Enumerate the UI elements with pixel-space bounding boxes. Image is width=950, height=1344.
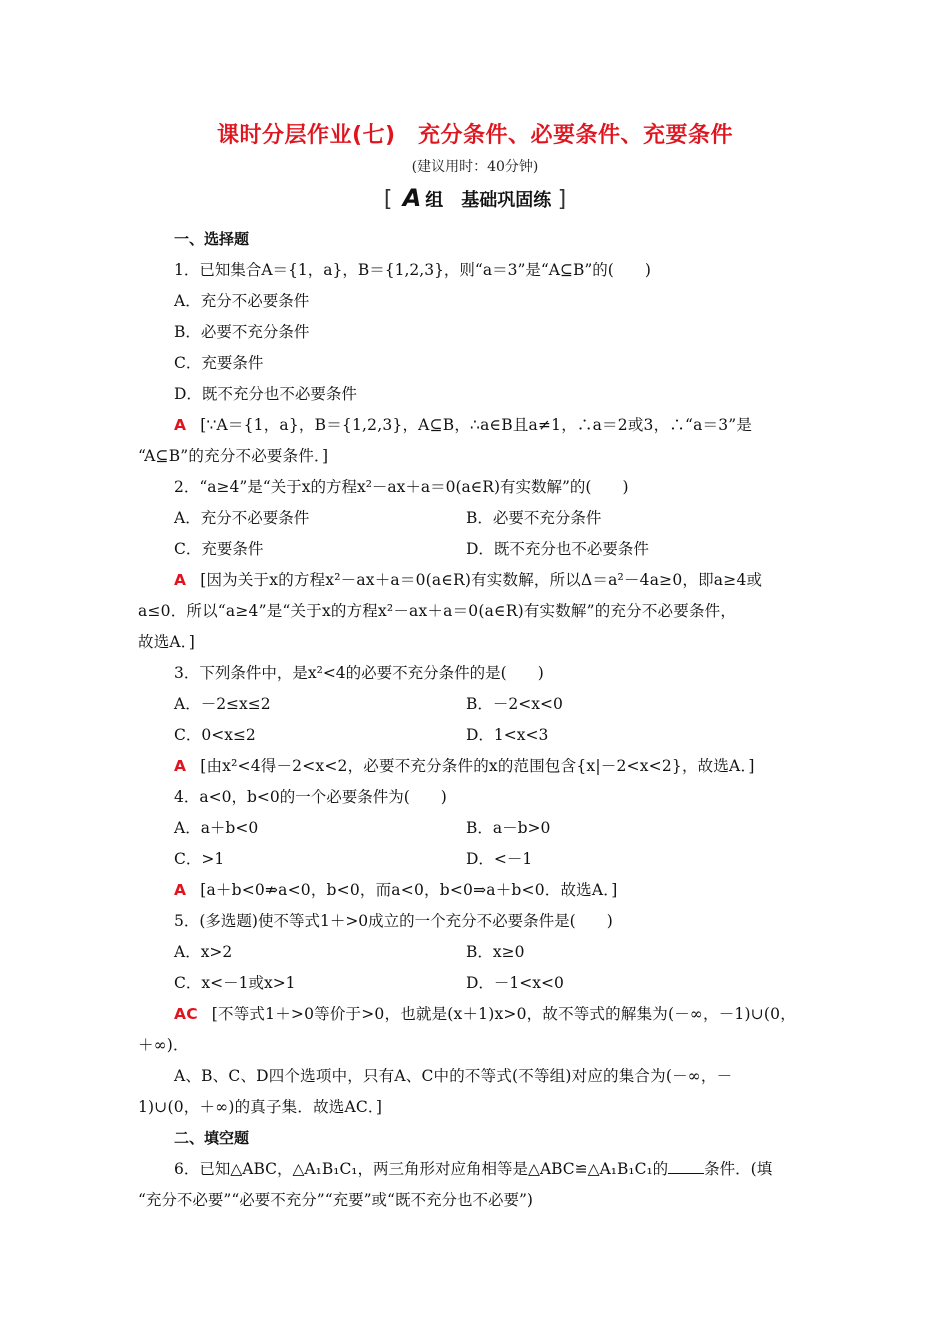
- left-bracket: [: [383, 187, 393, 212]
- suggested-time: (建议用时：40分钟): [411, 159, 539, 175]
- question-3-option-d: D．1<x<3: [466, 726, 549, 744]
- group-letter: A: [402, 184, 422, 212]
- question-2-option-a: A．充分不必要条件: [174, 509, 310, 527]
- question-5-explanation-cont: ＋∞)．: [138, 1036, 189, 1054]
- question-5-option-b: B．x≥0: [466, 943, 525, 961]
- question-1-stem: 1．已知集合A＝{1，a}，B＝{1,2,3}，则“a＝3”是“A⊆B”的( ): [174, 261, 651, 279]
- question-1-answer: A: [174, 416, 187, 434]
- right-bracket: ]: [557, 187, 567, 212]
- question-2-explanation-cont: a≤0．所以“a≥4”是“关于x的方程x²－ax＋a＝0(a∈R)有实数解”的充分不必要条件，: [138, 602, 737, 620]
- question-5-stem: 5．(多选题)使不等式1＋>0成立的一个充分不必要条件是( ): [174, 912, 613, 930]
- question-1-option-c: C．充要条件: [174, 354, 264, 372]
- question-3-answer: A: [174, 757, 187, 775]
- question-5-explanation-para2: A、B、C、D四个选项中，只有A、C中的不等式(不等组)对应的集合为(－∞，－: [174, 1067, 733, 1085]
- question-2-options-cd: [138, 534, 818, 565]
- question-5-option-c: C．x<－1或x>1: [174, 974, 296, 992]
- question-3-stem: 3．下列条件中，是x²<4的必要不充分条件的是( ): [174, 664, 544, 682]
- answer-blank[interactable]: [668, 1159, 704, 1174]
- question-5-option-a: A．x>2: [174, 943, 233, 961]
- question-4-option-d: D．<－1: [466, 850, 533, 868]
- question-5-explanation: AC [不等式1＋>0等价于>0，也就是(x＋1)x>0，故不等式的解集为(－∞，－1)∪(0，: [174, 1005, 796, 1023]
- question-6-stem-cont: “充分不必要”“必要不充分”“充要”或“既不充分也不必要”): [138, 1191, 533, 1209]
- question-5-answer: AC: [174, 1005, 198, 1023]
- question-4-options-ab: [138, 813, 818, 844]
- question-4-options-cd: [138, 844, 818, 875]
- question-5-options-ab: [138, 937, 818, 968]
- question-2-option-c: C．充要条件: [174, 540, 264, 558]
- question-3-options-ab: [138, 689, 818, 720]
- question-4-explanation: A [a＋b<0⇏a<0，b<0，而a<0，b<0⇒a＋b<0．故选A．]: [174, 881, 618, 899]
- question-2-options-ab: [138, 503, 818, 534]
- question-1-option-d: D．既不充分也不必要条件: [174, 385, 357, 403]
- question-4-stem: 4．a<0，b<0的一个必要条件为( ): [174, 788, 447, 806]
- question-list: [138, 224, 818, 1216]
- section-heading-fill: 二、填空题: [174, 1129, 250, 1147]
- section-heading-choice: 一、选择题: [174, 230, 250, 248]
- question-6-stem: 6．已知△ABC，△A₁B₁C₁，两三角形对应角相等是△ABC≌△A₁B₁C₁的 条件．(填: [174, 1160, 773, 1178]
- question-2-option-b: B．必要不充分条件: [466, 509, 602, 527]
- question-5-options-cd: [138, 968, 818, 999]
- question-3-option-b: B．－2<x<0: [466, 695, 563, 713]
- question-2-explanation: A [因为关于x的方程x²－ax＋a＝0(a∈R)有实数解，所以Δ＝a²－4a≥0，即a≥4或: [174, 571, 763, 589]
- question-4-option-c: C．>1: [174, 850, 225, 868]
- question-1-explanation-cont: “A⊆B”的充分不必要条件．]: [138, 447, 329, 465]
- question-3-option-c: C．0<x≤2: [174, 726, 256, 744]
- question-3-explanation: A [由x²<4得－2<x<2，必要不充分条件的x的范围包含{x|－2<x<2}，故选A．]: [174, 757, 755, 775]
- page-title: 课时分层作业(七) 充分条件、必要条件、充要条件: [216, 123, 734, 148]
- question-3-options-cd: [138, 720, 818, 751]
- question-1-option-a: A．充分不必要条件: [174, 292, 310, 310]
- question-5-explanation-end: 1)∪(0，＋∞)的真子集．故选AC．]: [138, 1098, 383, 1116]
- question-4-option-b: B．a－b>0: [466, 819, 551, 837]
- group-text: 组 基础巩固练: [425, 190, 552, 211]
- question-2-answer: A: [174, 571, 187, 589]
- question-3-option-a: A．－2≤x≤2: [174, 695, 271, 713]
- question-2-explanation-end: 故选A．]: [138, 633, 195, 651]
- question-1-option-b: B．必要不充分条件: [174, 323, 310, 341]
- question-4-answer: A: [174, 881, 187, 899]
- question-4-option-a: A．a＋b<0: [174, 819, 259, 837]
- question-2-option-d: D．既不充分也不必要条件: [466, 540, 649, 558]
- question-2-stem: 2．“a≥4”是“关于x的方程x²－ax＋a＝0(a∈R)有实数解”的( ): [174, 478, 629, 496]
- question-1-explanation: A [∵A＝{1，a}，B＝{1,2,3}，A⊆B，∴a∈B且a≠1，∴a＝2或3，∴“a＝3”是: [174, 416, 753, 434]
- question-5-option-d: D．－1<x<0: [466, 974, 564, 992]
- group-banner: [0, 184, 950, 212]
